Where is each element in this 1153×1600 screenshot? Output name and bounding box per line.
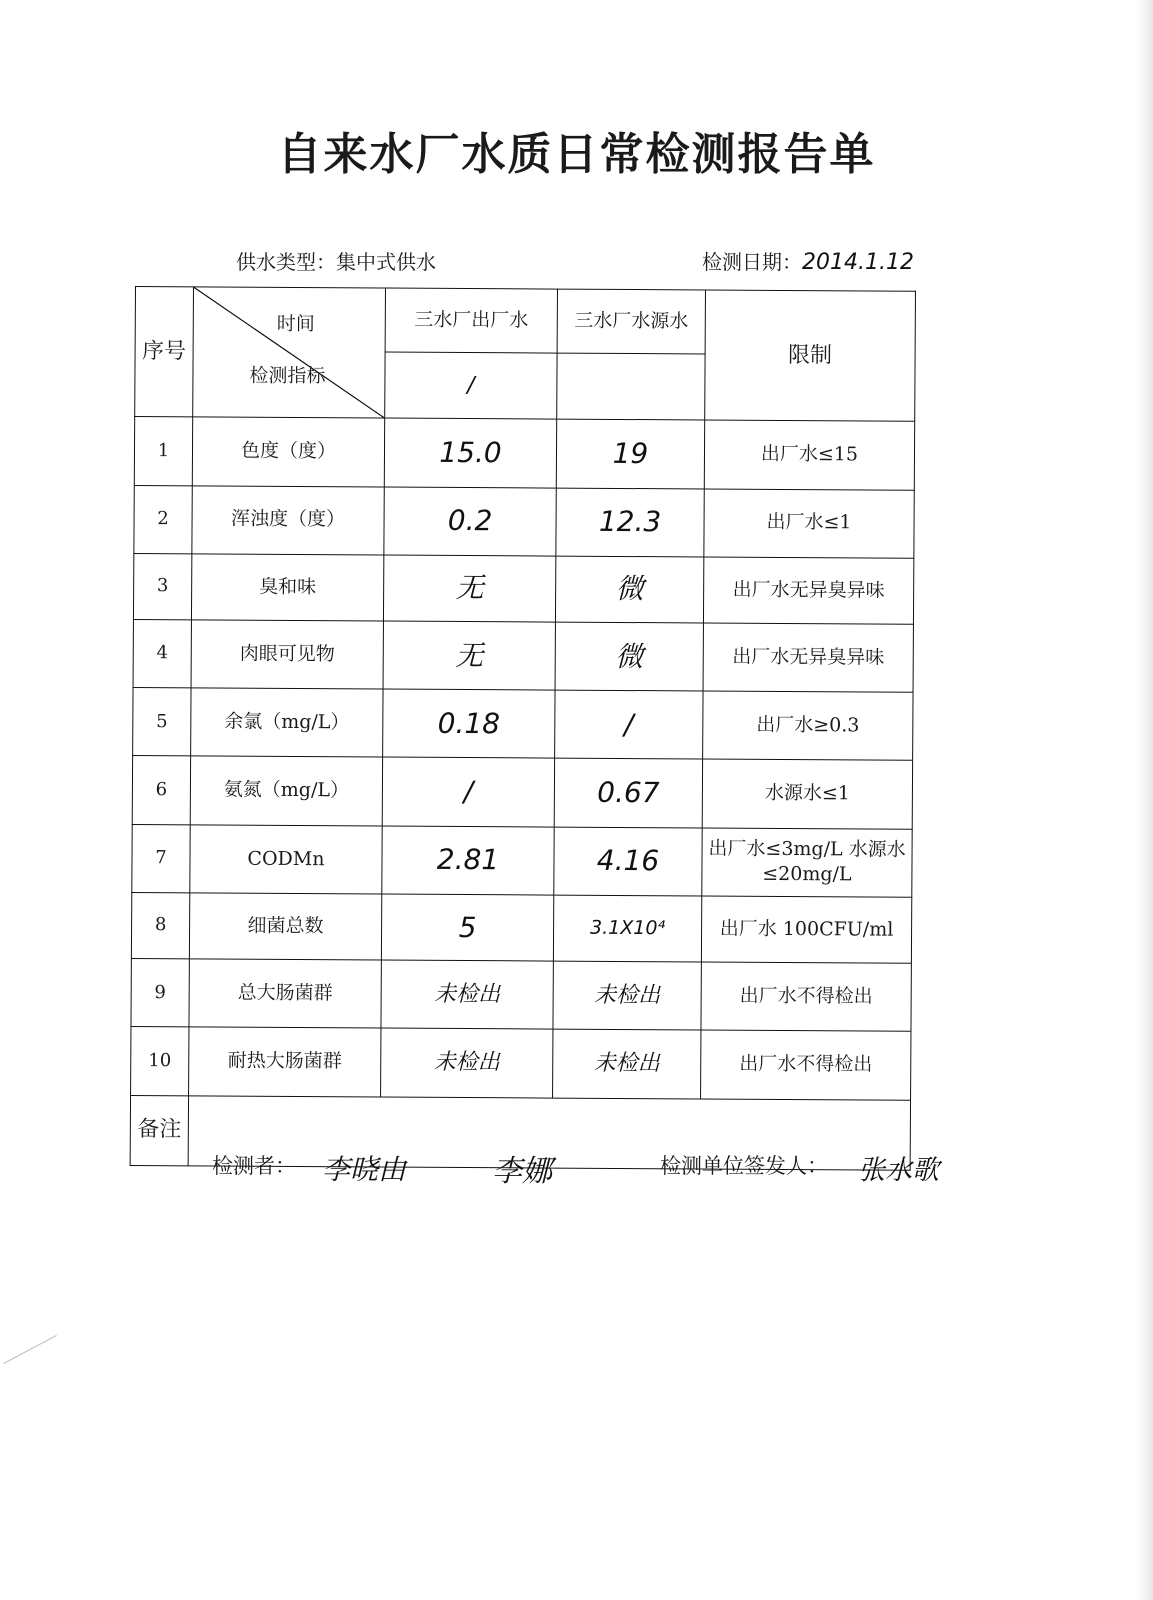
value-text: 0.18 [437,706,501,741]
table-row [131,892,911,963]
row-value-source [555,622,703,691]
tester-signature-1: 李晓由 [322,1153,407,1186]
row-limit: 出厂水不得检出 [701,962,911,1032]
table-row [132,824,912,897]
supply-type-label: 供水类型： [236,250,336,274]
value-text: 未检出 [434,981,501,1008]
value-text: 未检出 [594,982,661,1009]
value-text: / [624,707,634,741]
report-table [130,286,916,1171]
row-value-source [555,690,703,759]
row-value-outlet [382,757,554,826]
header-limit: 限制 [705,290,916,422]
row-value-outlet [382,826,554,895]
supply-type-value: 集中式供水 [336,250,436,274]
row-limit: 出厂水无异臭异味 [703,623,913,693]
value-text: 5 [458,910,477,944]
row-number: 7 [132,824,190,893]
table-row [134,417,914,490]
diagonal-line [193,287,385,417]
header-seq: 序号 [135,287,194,418]
value-text: 微 [615,639,644,673]
value-text: 3.1X10⁴ [590,916,666,939]
row-number: 2 [134,485,192,554]
value-text: 15.0 [439,435,502,470]
header-col1-sub [385,352,557,419]
row-limit: 出厂水无异臭异味 [703,557,913,624]
row-item: 氨氮（mg/L） [190,756,382,825]
row-item: 肉眼可见物 [191,620,383,689]
issuer-signature: 张水歌 [858,1155,939,1186]
row-number: 4 [133,619,191,688]
header-col2-sub [557,353,705,420]
row-limit: 出厂水≥0.3 [703,691,913,761]
row-value-outlet [383,621,555,690]
value-text: 无 [455,571,484,605]
value-text: 未检出 [593,1050,660,1077]
row-limit: 出厂水≤3mg/L 水源水≤20mg/L [702,828,912,898]
row-value-source [555,556,703,623]
row-value-outlet [384,418,556,487]
table-row [131,959,911,1032]
report-title: 自来水厂水质日常检测报告单 [277,129,876,180]
row-value-source [554,827,702,896]
row-item: 耐热大肠菌群 [189,1027,381,1096]
row-value-source [553,895,701,962]
row-item: 细菌总数 [189,893,381,960]
row-number: 9 [131,959,189,1028]
row-value-outlet [383,555,555,622]
row-number: 1 [134,417,192,486]
row-item: 色度（度） [192,417,384,486]
row-item: 总大肠菌群 [189,959,381,1028]
value-text: 无 [455,638,484,672]
row-item: CODMn [190,825,382,894]
row-limit: 出厂水不得检出 [701,1030,911,1100]
value-text: 19 [612,436,649,471]
value-text: 4.16 [596,844,660,878]
row-value-source [553,1029,701,1098]
row-value-outlet [381,960,553,1029]
table-row [132,756,912,829]
row-item: 浑浊度（度） [192,485,384,554]
tester-label: 检测者： [212,1154,296,1178]
table-row [133,688,913,761]
value-text: / [463,775,474,809]
row-number: 10 [131,1027,189,1096]
header-time: 时间 [276,312,315,336]
table-row [131,1027,911,1100]
row-value-outlet [383,689,555,758]
row-limit: 出厂水 100CFU/ml [701,896,911,963]
row-value-outlet [381,1028,553,1097]
header-col1: 三水厂出厂水 [385,288,557,353]
issuer-label: 检测单位签发人： [660,1154,828,1178]
table-row [133,553,913,624]
test-date-label: 检测日期： [702,250,802,274]
row-number: 6 [132,756,190,825]
table-row [133,619,913,692]
value-text: 微 [615,572,644,606]
row-number: 3 [133,553,191,620]
row-value-source [556,419,704,488]
row-item: 余氯（mg/L） [191,688,383,757]
row-value-source [556,488,704,557]
row-value-source [554,759,702,828]
remarks-label: 备注 [130,1095,188,1166]
value-text: 0.67 [597,776,660,810]
row-number: 8 [131,892,189,959]
header-diagonal [193,287,386,418]
header-col2: 三水厂水源水 [557,289,705,354]
header-col1-sub-value: / [467,372,475,398]
row-value-outlet [381,894,553,961]
table-row [134,485,914,558]
row-limit: 出厂水≤1 [704,489,914,559]
test-date-value: 2014.1.12 [802,250,914,275]
value-text: 2.81 [436,843,500,877]
row-value-outlet [384,487,556,556]
supply-type [236,246,436,275]
header-indicator: 检测指标 [249,364,326,387]
row-limit: 水源水≤1 [702,759,912,829]
paper-edge [1135,0,1153,1600]
row-number: 5 [133,688,191,757]
value-text: 0.2 [447,504,493,538]
value-text: 未检出 [433,1049,500,1076]
row-item: 臭和味 [191,554,383,621]
tester-signature-2: 李娜 [492,1154,552,1189]
value-text: 12.3 [598,505,662,539]
row-limit: 出厂水≤15 [704,420,914,490]
row-value-source [553,961,701,1030]
test-date [702,246,914,275]
scan-artifact [3,1335,56,1364]
